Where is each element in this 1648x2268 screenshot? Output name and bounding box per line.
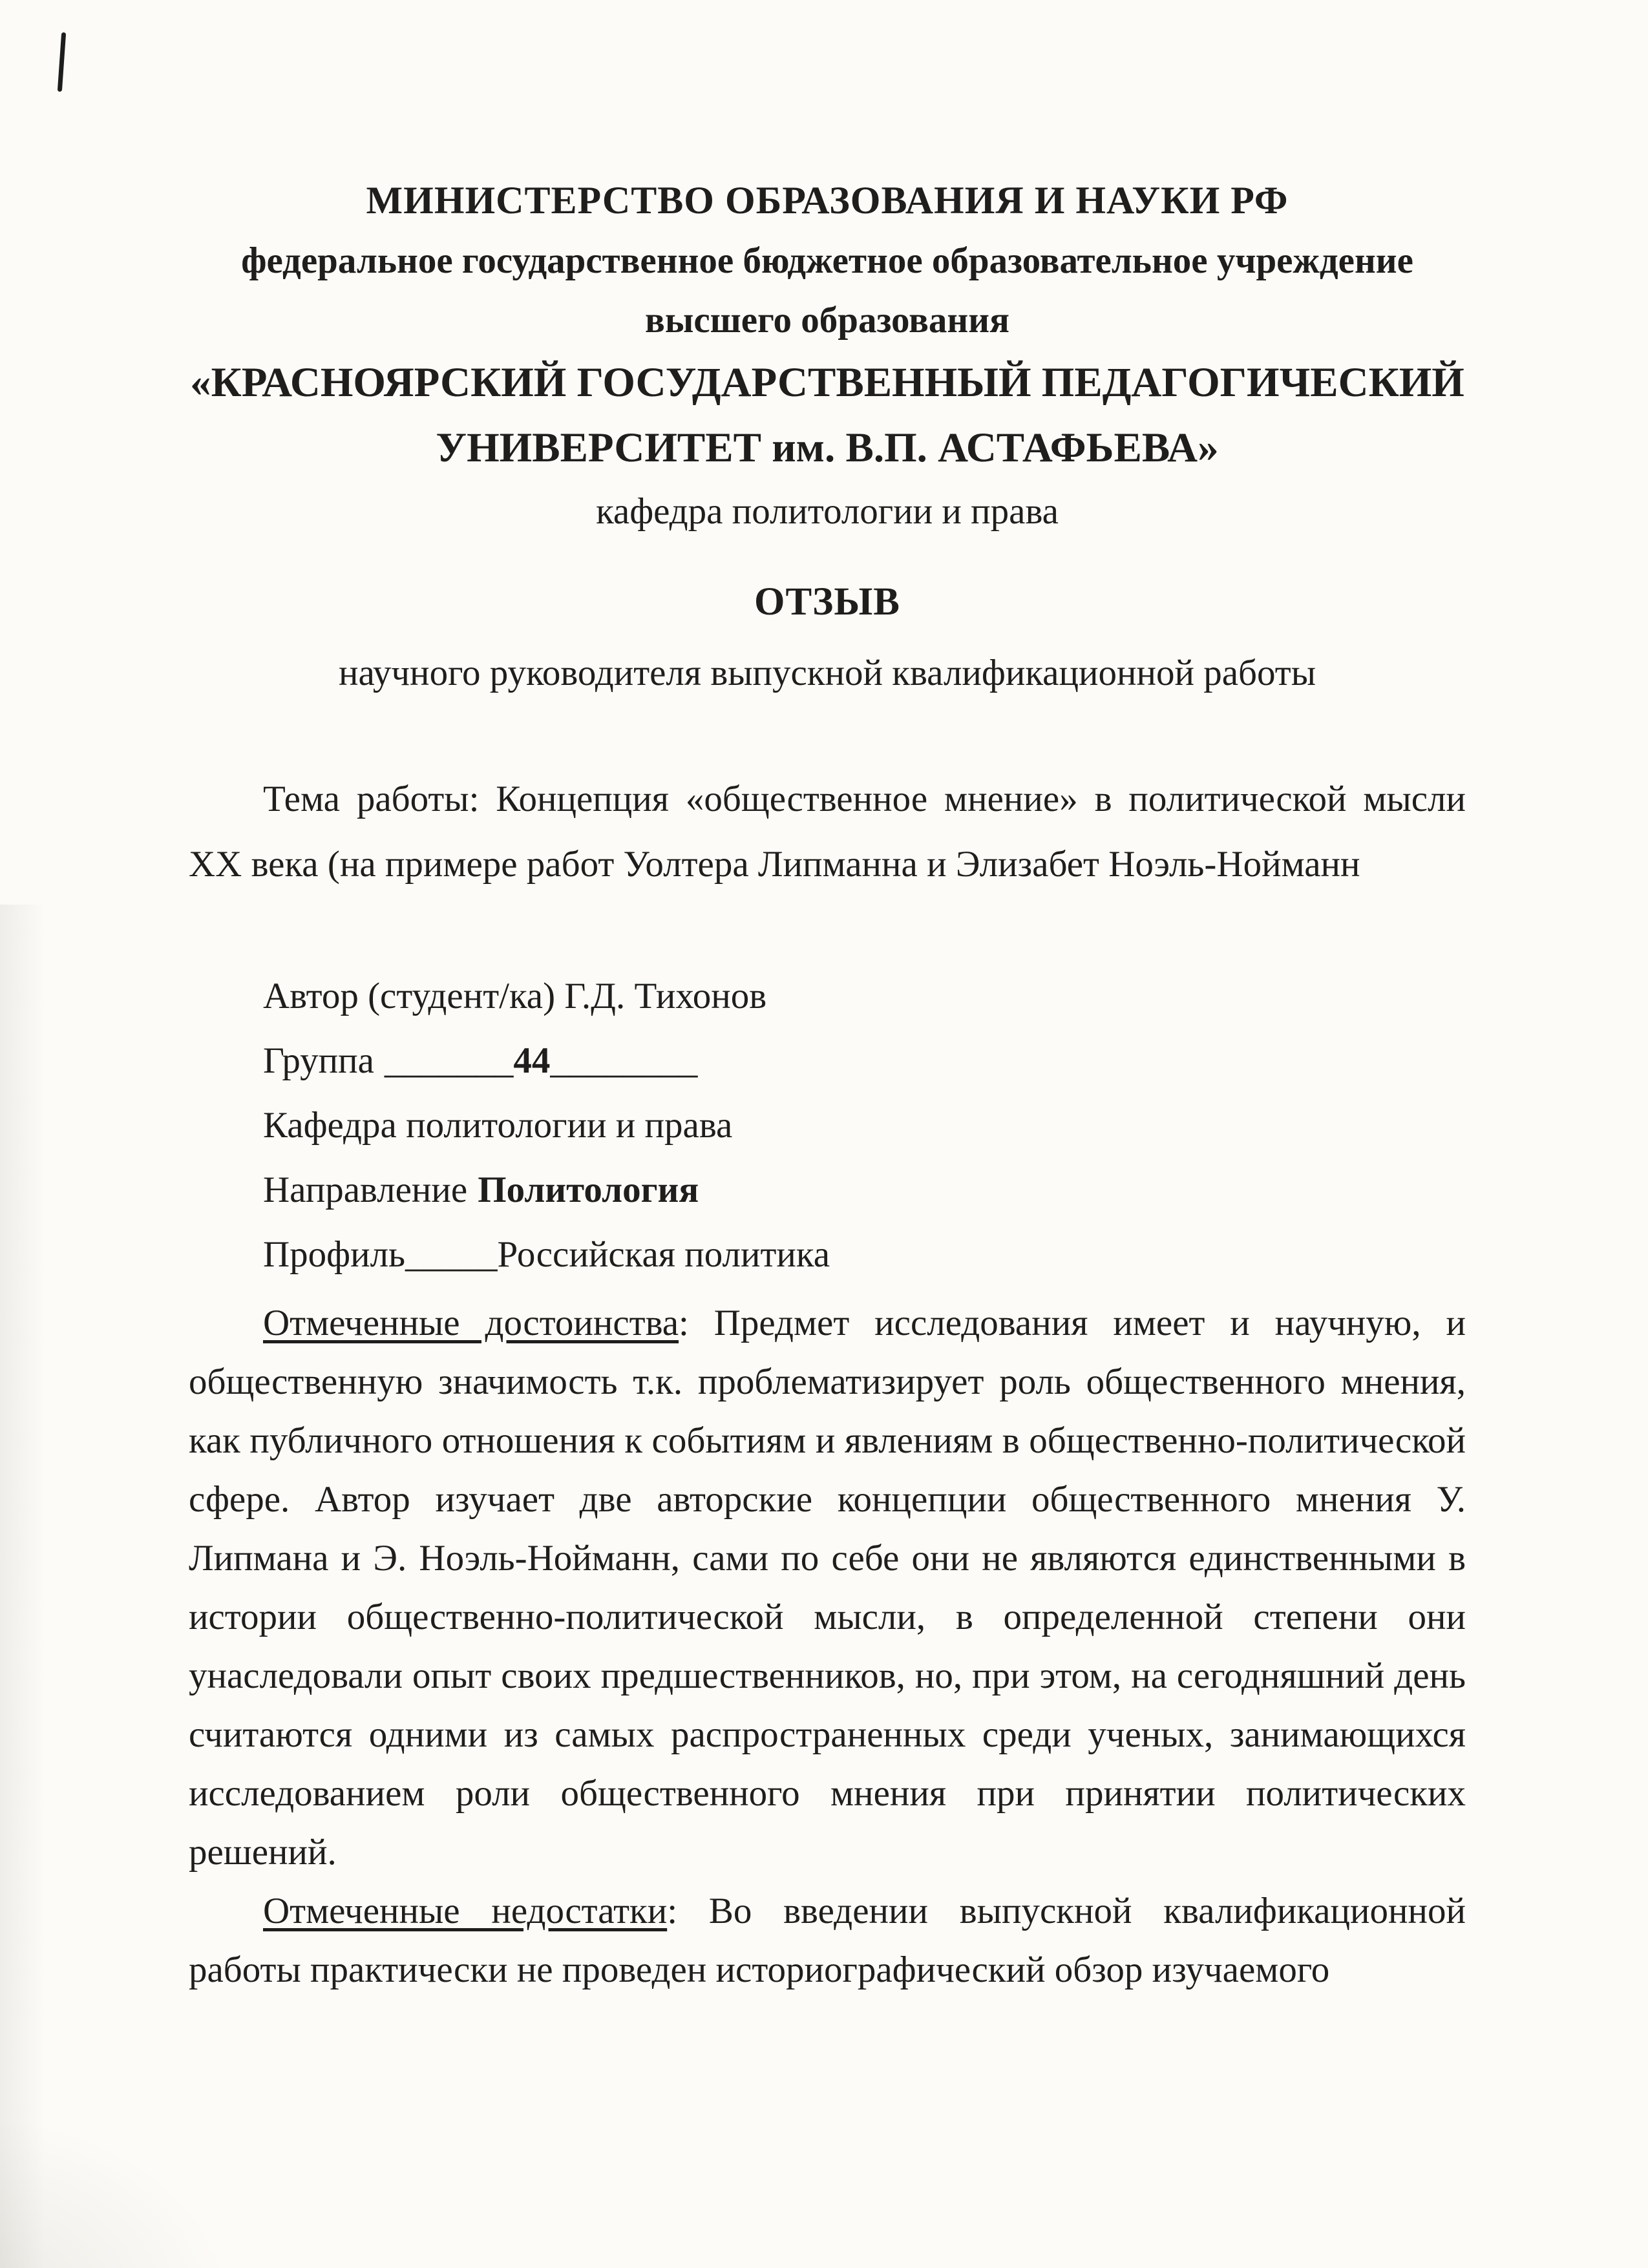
field-author: Автор (студент/ка) Г.Д. Тихонов [263,976,767,1016]
field-profile [189,1223,1466,1287]
letterhead-department: кафедра политологии и права [596,491,1059,532]
group-label: Группа [263,1040,374,1081]
field-group [189,1029,1466,1093]
group-value: 44 [513,1040,551,1081]
fields-block [189,964,1466,1287]
scan-artifact-left-edge [0,905,45,2268]
shortcomings-text: : Во введении выпускной квалификационной работы практически не проведен историографический обзор изучаемого [189,1891,1466,1990]
title-block [189,572,1466,703]
merits-text: : Предмет исследования имеет и научную, и общественную значимость т.к. проблематизирует роль общественного мнения, как публичного отношения к событиям и явлениям в общественно-политической сфере. Автор изучает две авторские концепции общественного мнения У. Липмана и Э. Ноэль-Нойманн, сами по себе они не являются единственными в истории общественно-политической мысли, в определенной степени они унаследовали опыт своих предшественников, но, при этом, на сегодняшний день считаются одними из самых распространенных среди ученых, занимающихся исследованием роли общественного мнения при принятии политических решений. [189,1303,1466,1873]
letterhead [189,169,1466,543]
direction-value: Политология [478,1170,699,1210]
field-direction [189,1158,1466,1223]
profile-label: Профиль [263,1234,406,1275]
institution-line-1: федеральное государственное бюджетное образовательное учреждение [241,240,1413,281]
topic-paragraph: Тема работы: Концепция «общественное мнение» в политической мысли ХХ века (на примере работ Уолтера Липманна и Элизабет Ноэль-Нойманн [189,779,1466,885]
document-subtitle: научного руководителя выпускной квалификационной работы [338,653,1316,693]
scan-artifact-corner [0,2113,233,2268]
university-line-1: «КРАСНОЯРСКИЙ ГОСУДАРСТВЕННЫЙ ПЕДАГОГИЧЕСКИЙ [190,359,1464,406]
profile-underline: _____ [405,1234,498,1275]
direction-label: Направление [263,1170,468,1210]
merits-label: Отмеченные достоинства [263,1303,679,1343]
document-title: ОТЗЫВ [754,580,900,624]
group-underline-before: _______ [384,1040,514,1081]
profile-value: Российская политика [497,1234,830,1275]
merits-paragraph [189,1294,1466,1882]
shortcomings-label: Отмеченные недостатки [263,1891,668,1931]
field-department: Кафедра политологии и права [263,1105,733,1146]
institution-line-2: высшего образования [645,300,1009,341]
group-underline-after: ________ [550,1040,698,1081]
shortcomings-paragraph [189,1882,1466,1999]
ministry-line: МИНИСТЕРСТВО ОБРАЗОВАНИЯ И НАУКИ РФ [366,179,1289,222]
university-line-2: УНИВЕРСИТЕТ им. В.П. АСТАФЬЕВА» [436,425,1219,471]
